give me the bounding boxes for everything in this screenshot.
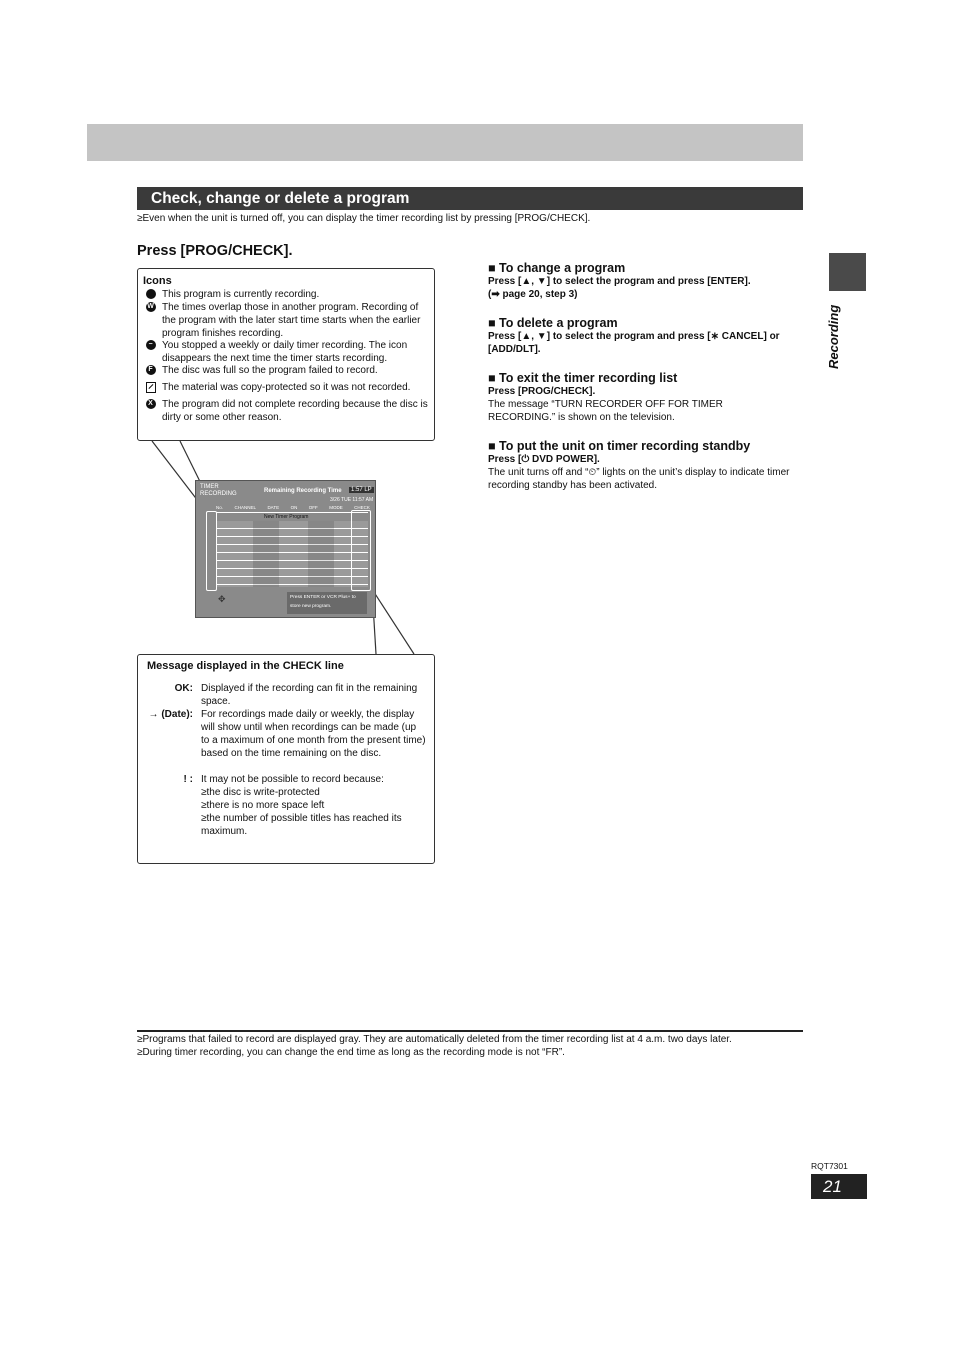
icon-column-highlight xyxy=(206,511,217,591)
minus-circle-icon: − xyxy=(146,340,156,350)
list-item: ≥the disc is write-protected xyxy=(201,787,320,798)
icon-desc: This program is currently recording. xyxy=(162,289,320,300)
w-circle-icon: W xyxy=(147,303,154,310)
footnote: ≥Programs that failed to record are displayed gray. They are automatically deleted from the timer recording list at 4 a.m. two days later. xyxy=(137,1034,732,1045)
icons-title: Icons xyxy=(143,275,172,287)
footnote-rule xyxy=(137,1030,803,1032)
icon-desc: The disc was full so the program failed to record. xyxy=(162,365,378,376)
message-entry: → (Date): For recordings made daily or weekly, the display will show until when recordings can be made (up to a maximum of one month from the present time) based on the time remaining on the disc. xyxy=(148,709,426,759)
side-label: Recording xyxy=(826,304,841,369)
program-list xyxy=(216,521,368,587)
timer-screen xyxy=(195,480,376,618)
screen-columns: No. CHANNEL DATE ON OFF MODE CHECK xyxy=(216,505,370,510)
list-item: ≥there is no more space left xyxy=(201,800,325,811)
screen-hint: Press ENTER or VCR Plus+ to store new program. xyxy=(287,592,367,614)
check-message-box xyxy=(137,654,435,864)
page-number: 21 xyxy=(811,1174,867,1199)
icon-desc: The material was copy-protected so it was not recorded. xyxy=(162,382,411,393)
section-title: Check, change or delete a program xyxy=(137,187,803,210)
press-heading: Press [PROG/CHECK]. xyxy=(137,243,293,259)
list-item: ≥the number of possible titles has reached its maximum. xyxy=(201,813,402,837)
icon-desc: The times overlap those in another program. Recording of the program with the later start time starts when the earlier program finishes recording. xyxy=(162,302,421,339)
message-entry: ! : It may not be possible to record because: xyxy=(183,774,384,785)
change-heading: ■ To change a program xyxy=(488,261,626,275)
screen-date: 3/26 TUE 11:57 AM xyxy=(330,497,374,503)
reason-list xyxy=(201,786,416,838)
message-entry: OK: Displayed if the recording can fit in the remaining space. xyxy=(174,683,418,707)
right-column: ■ To change a program Press [▲, ▼] to select the program and press [ENTER]. (➡ page 20, step 3) ■ To delete a program Press [▲, ▼] to select the program and press [∗ CANCEL] or [ADD/DLT]. ■ To exit the timer recording list Press [PROG/CHECK]. The message “TURN RECORDER OFF FOR TIMER RECORDING.” is shown on the television. ■ To put the unit on timer recording standby Press [⏻ DVD POWER]. The unit turns off and “⏲” lights on the unit’s display to indicate timer recording standby has been activated. xyxy=(488,261,806,492)
screen-title: TIMER RECORDING xyxy=(200,484,237,497)
side-tab xyxy=(829,253,866,291)
exit-heading: ■ To exit the timer recording list xyxy=(488,371,678,385)
intro-note: ≥Even when the unit is turned off, you can display the timer recording list by pressing [PROG/CHECK]. xyxy=(137,213,591,224)
icon-desc: You stopped a weekly or daily timer recording. The icon disappears the next time the timer starts recording. xyxy=(162,340,408,364)
delete-heading: ■ To delete a program xyxy=(488,316,618,330)
remaining-value: 1:57 LP xyxy=(351,487,372,493)
remaining-label: Remaining Recording Time xyxy=(264,488,342,494)
message-box-title: Message displayed in the CHECK line xyxy=(147,660,344,672)
footnote: ≥During timer recording, you can change the end time as long as the recording mode is not “FR”. xyxy=(137,1047,565,1058)
x-circle-icon: X xyxy=(146,399,156,409)
icon-desc: The program did not complete recording because the disc is dirty or some other reason. xyxy=(162,399,428,423)
new-program-row: New Timer Program xyxy=(264,514,309,520)
standby-heading: ■ To put the unit on timer recording standby xyxy=(488,439,751,453)
doc-code: RQT7301 xyxy=(811,1161,848,1171)
check-column-highlight xyxy=(351,510,371,591)
footnotes xyxy=(137,1033,803,1059)
f-circle-icon: F xyxy=(146,365,156,375)
dpad-icon: ✥ xyxy=(218,594,226,604)
